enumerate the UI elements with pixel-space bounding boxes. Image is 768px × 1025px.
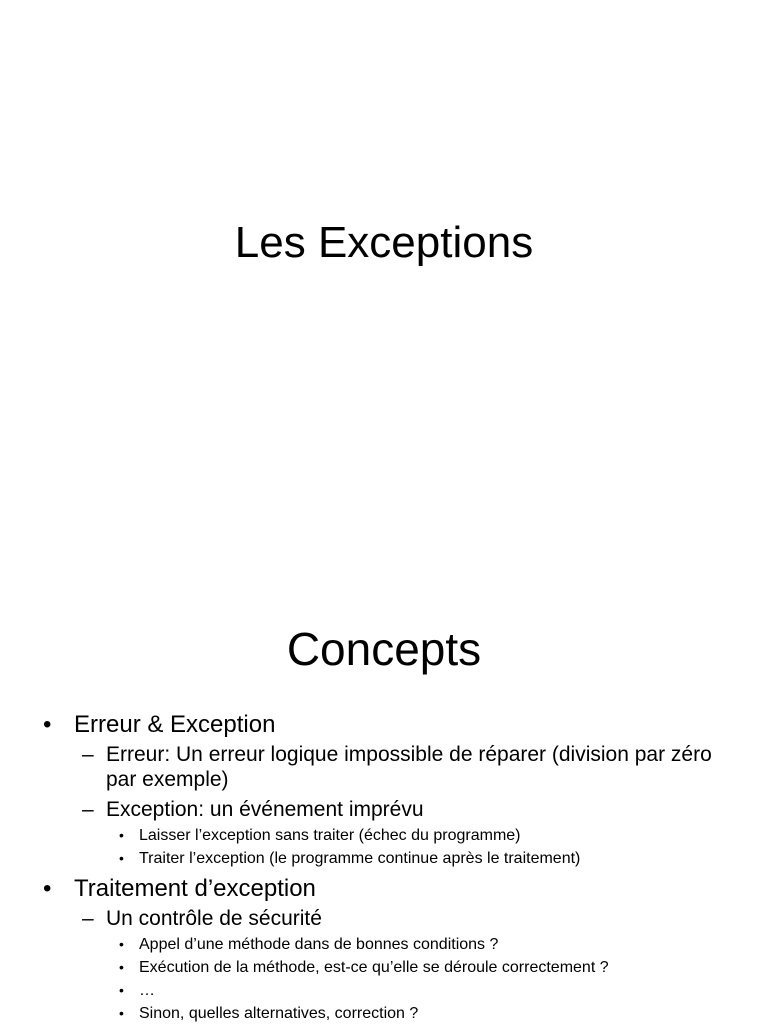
list-item-text: Sinon, quelles alternatives, correction ? [139,1005,419,1022]
list-item [0,1002,768,1025]
list-item-text: Exécution de la méthode, est-ce qu’elle se déroule correctement ? [139,959,609,976]
list-item [0,956,768,979]
list-item [0,979,768,1002]
list-item-text: … [139,982,155,999]
list-item-text: Laisser l’exception sans traiter (échec du programme) [139,827,521,844]
list-item [0,874,768,904]
dash-icon: – [82,743,94,766]
bullet-icon: • [119,936,124,952]
list-item-text: Un contrôle de sécurité [106,907,322,930]
slide-title: Concepts [286,623,482,675]
bullet-icon: • [119,1005,124,1021]
list-item-text: Traitement d’exception [74,875,316,902]
list-item-text: Traiter l’exception (le programme continue après le traitement) [139,850,581,867]
bullet-list [0,710,768,1025]
list-item-text: Exception: un événement imprévu [106,798,424,821]
list-item-text: Erreur & Exception [74,711,276,738]
dash-icon: – [82,907,94,930]
list-item [0,797,768,822]
list-item [0,824,768,847]
list-item-text: Appel d’une méthode dans de bonnes conditions ? [139,936,499,953]
slide-title: Les Exceptions [234,218,534,267]
list-item-text: Erreur: Un erreur logique impossible de réparer (division par zéro par exemple) [106,743,712,791]
list-item [0,933,768,956]
bullet-icon: • [43,875,52,902]
list-item [0,742,768,792]
list-item [0,710,768,740]
list-item [0,906,768,931]
bullet-icon: • [119,850,124,866]
dash-icon: – [82,798,94,821]
list-item [0,847,768,870]
bullet-icon: • [119,982,124,998]
bullet-icon: • [119,827,124,843]
bullet-icon: • [43,711,52,738]
bullet-icon: • [119,959,124,975]
